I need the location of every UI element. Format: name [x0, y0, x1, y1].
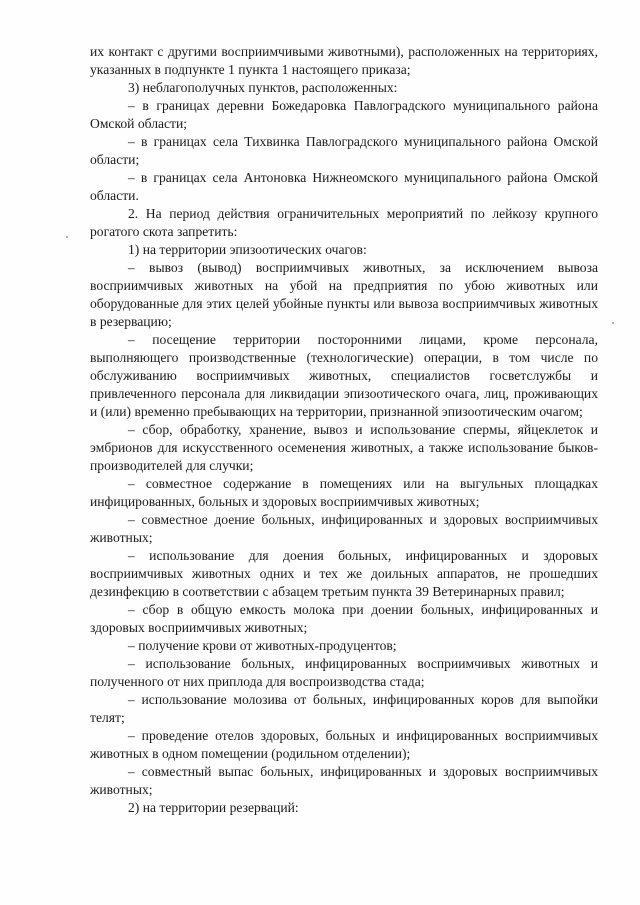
paragraph: 2. На период действия ограничительных мероприятий по лейкозу крупного рогатого скота запретить:	[90, 206, 598, 239]
paragraph: – проведение отелов здоровых, больных и инфицированных восприимчивых животных в одном помещении (родильном отделении);	[90, 728, 598, 761]
paragraph: – в границах села Антоновка Нижнеомского муниципального района Омской области.	[90, 170, 598, 203]
paragraph: их контакт с другими восприимчивыми животными), расположенных на территориях, указанных в подпункте 1 пункта 1 настоящего приказа;	[90, 44, 598, 77]
document-body	[90, 43, 598, 817]
paragraph: 1) на территории эпизоотических очагов:	[128, 242, 367, 257]
paragraph: – в границах деревни Божедаровка Павлоградского муниципального района Омской области;	[90, 98, 598, 131]
paragraph: 3) неблагополучных пунктов, расположенных:	[128, 80, 398, 95]
paragraph: – вывоз (вывод) восприимчивых животных, за исключением вывоза восприимчивых животных на убой на предприятия по убою животных или оборудованные для этих целей убойные пункты или вывоза восприимчивых животных в резервацию;	[90, 260, 598, 329]
paragraph: – использование больных, инфицированных восприимчивых животных и полученного от них приплода для воспроизводства стада;	[90, 656, 598, 689]
paragraph: – использование молозива от больных, инфицированных коров для выпойки телят;	[90, 692, 598, 725]
paragraph: – совместный выпас больных, инфицированных и здоровых восприимчивых животных;	[90, 764, 598, 797]
scan-speck	[612, 322, 614, 324]
paragraph: – получение крови от животных-продуцентов;	[128, 638, 397, 653]
paragraph: – посещение территории посторонними лицами, кроме персонала, выполняющего производственные (технологические) операции, в том числе по обслуживанию восприимчивых животных, специалистов госветслужбы и привлеченного персонала для ликвидации эпизоотического очага, лиц, проживающих и (или) временно пребывающих на территории, признанной эпизоотическим очагом;	[90, 332, 598, 419]
paragraph: – использование для доения больных, инфицированных и здоровых восприимчивых животных одних и тех же доильных аппаратов, не прошедших дезинфекцию в соответствии с абзацем третьим пункта 39 Ветеринарных правил;	[90, 548, 598, 599]
paragraph: – в границах села Тихвинка Павлоградского муниципального района Омской области;	[90, 134, 598, 167]
paragraph: 2) на территории резерваций:	[128, 800, 299, 815]
paragraph: – сбор в общую емкость молока при доении больных, инфицированных и здоровых восприимчивых животных;	[90, 602, 598, 635]
scan-speck	[66, 236, 68, 238]
paragraph: – совместное доение больных, инфицированных и здоровых восприимчивых животных;	[90, 512, 598, 545]
paragraph: – совместное содержание в помещениях или на выгульных площадках инфицированных, больных и здоровых восприимчивых животных;	[90, 476, 598, 509]
paragraph: – сбор, обработку, хранение, вывоз и использование спермы, яйцеклеток и эмбрионов для искусственного осеменения животных, а также использование быков-производителей для случки;	[90, 422, 598, 473]
